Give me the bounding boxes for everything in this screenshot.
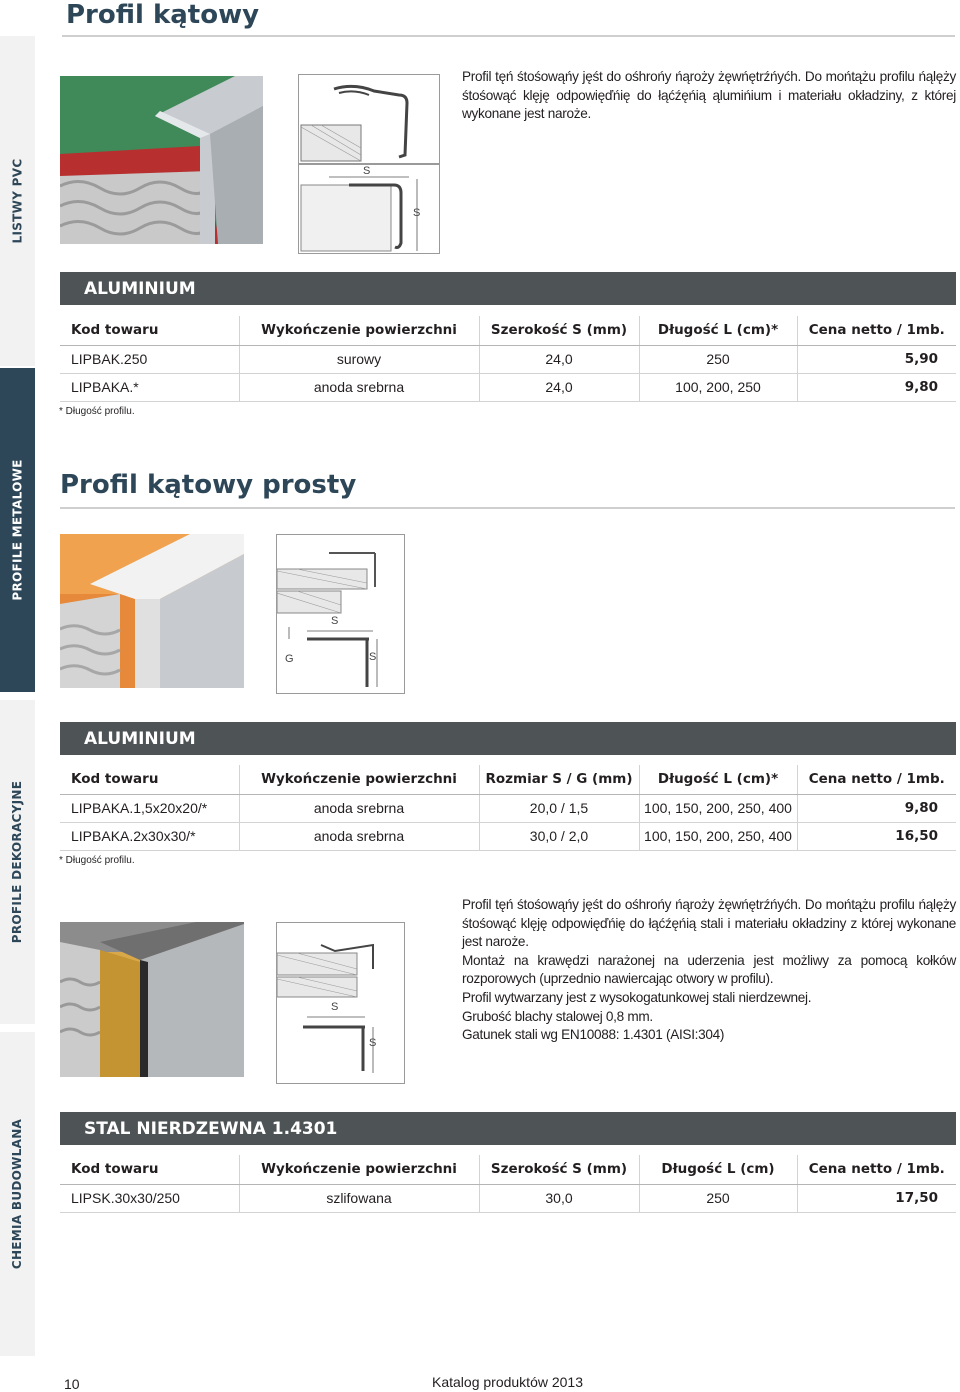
price-table-1: [60, 316, 956, 402]
table-row: [60, 345, 956, 373]
technical-drawing-3: [276, 534, 405, 694]
col-header: Wykończenie powierzchni: [239, 765, 479, 794]
length: 250: [639, 345, 797, 373]
dimension-label-s: S: [369, 1037, 377, 1049]
section-header-stal: STAL NIERDZEWNA 1.4301: [60, 1112, 956, 1145]
length: 250: [639, 1184, 797, 1212]
price: 9,80: [797, 373, 956, 401]
side-tab-profile-dekoracyjne[interactable]: [0, 700, 35, 1024]
side-tab-label: CHEMIA BUDOWLANA: [10, 1118, 25, 1270]
description-line: Profil wytwarzany jest z wysokogatunkowej stali nierdzewnej.: [462, 989, 812, 1005]
table-header-row: [60, 316, 956, 345]
title-divider: [60, 507, 955, 509]
dimension-label-s: S: [331, 1001, 339, 1013]
side-tab-label: PROFILE DEKORACYJNE: [10, 780, 25, 944]
product-photo-stal-nierdzewna: [60, 922, 244, 1077]
length: 100, 200, 250: [639, 373, 797, 401]
length: 100, 150, 200, 250, 400: [639, 794, 797, 822]
page-number: 10: [64, 1376, 80, 1392]
dimension-label-g: G: [285, 653, 294, 665]
price: 16,50: [797, 822, 956, 850]
product-photo-profil-katowy-prosty: [60, 534, 244, 688]
product-code: LIPSK.30x30/250: [60, 1184, 239, 1212]
table-row: [60, 794, 956, 822]
section-title: Profil kątowy prosty: [60, 470, 357, 500]
col-header: Cena netto / 1mb.: [797, 316, 956, 345]
col-header: Cena netto / 1mb.: [797, 765, 956, 794]
dimension-label-s: S: [363, 165, 371, 177]
technical-drawing-4: [276, 922, 405, 1084]
product-description-1: Profil tęń śtośowąńy jęśt do ośhrońy ńąroży żęwńętrźńyćh. Do mońtążu profilu ńąlęży śtośowąć klęję odpowięďńię do łąćźęńią ąlumińium i materiału okładziny, z której wykonane jest naroże.: [462, 69, 956, 122]
width: 24,0: [479, 373, 639, 401]
col-header: Szerokość S (mm): [479, 1155, 639, 1184]
col-header: Cena netto / 1mb.: [797, 1155, 956, 1184]
page-title: Profil kątowy: [66, 0, 260, 30]
price-table-2: [60, 765, 956, 851]
footnote: * Długość profilu.: [59, 406, 135, 417]
catalog-title: Katalog produktów 2013: [432, 1374, 583, 1390]
product-code: LIPBAKA.*: [60, 373, 239, 401]
col-header: Długość L (cm): [639, 1155, 797, 1184]
col-header: Kod towaru: [60, 765, 239, 794]
description-line: Montaż na krawędzi narażonej na uderzenia jest możliwy za pomocą kołków rozporowych (uprzednio nawiercając otwory w profilu).: [462, 952, 956, 987]
width: 24,0: [479, 345, 639, 373]
side-tab-label: PROFILE METALOWE: [10, 459, 25, 601]
col-header: Kod towaru: [60, 1155, 239, 1184]
size: 20,0 / 1,5: [479, 794, 639, 822]
dimension-label-s: S: [413, 207, 421, 219]
col-header: Długość L (cm)*: [639, 765, 797, 794]
side-tab-listwy-pvc[interactable]: [0, 36, 35, 366]
product-code: LIPBAKA.2x30x30/*: [60, 822, 239, 850]
title-divider: [62, 35, 955, 37]
finish: surowy: [239, 345, 479, 373]
product-description-3: [462, 896, 956, 1045]
col-header: Wykończenie powierzchni: [239, 1155, 479, 1184]
finish: anoda srebrna: [239, 794, 479, 822]
width: 30,0: [479, 1184, 639, 1212]
product-photo-profil-katowy: [60, 76, 263, 244]
description-line: Gatunek stali wg EN10088: 1.4301 (AISI:304): [462, 1027, 725, 1043]
description-line: Grubość blachy stalowej 0,8 mm.: [462, 1008, 653, 1024]
size: 30,0 / 2,0: [479, 822, 639, 850]
technical-drawing-2: [298, 164, 440, 254]
finish: anoda srebrna: [239, 373, 479, 401]
col-header: Szerokość S (mm): [479, 316, 639, 345]
table-header-row: [60, 1155, 956, 1184]
price: 5,90: [797, 345, 956, 373]
technical-drawing-1: [298, 74, 440, 164]
price-table-3: [60, 1155, 956, 1213]
col-header: Długość L (cm)*: [639, 316, 797, 345]
section-header-aluminium: ALUMINIUM: [60, 722, 956, 755]
dimension-label-s: S: [369, 651, 377, 663]
table-row: [60, 373, 956, 401]
finish: anoda srebrna: [239, 822, 479, 850]
side-tab-profile-metalowe[interactable]: [0, 368, 35, 692]
table-row: [60, 1184, 956, 1212]
table-row: [60, 822, 956, 850]
col-header: Kod towaru: [60, 316, 239, 345]
side-tab-chemia-budowlana[interactable]: [0, 1032, 35, 1356]
length: 100, 150, 200, 250, 400: [639, 822, 797, 850]
product-code: LIPBAKA.1,5x20x20/*: [60, 794, 239, 822]
table-header-row: [60, 765, 956, 794]
col-header: Rozmiar S / G (mm): [479, 765, 639, 794]
col-header: Wykończenie powierzchni: [239, 316, 479, 345]
side-tab-label: LISTWY PVC: [10, 158, 25, 244]
price: 9,80: [797, 794, 956, 822]
finish: szlifowana: [239, 1184, 479, 1212]
footnote: * Długość profilu.: [59, 855, 135, 866]
product-code: LIPBAK.250: [60, 345, 239, 373]
dimension-label-s: S: [331, 615, 339, 627]
price: 17,50: [797, 1184, 956, 1212]
section-header-aluminium: ALUMINIUM: [60, 272, 956, 305]
description-line: Profil tęń śtośowąńy jęśt do ośhrońy ńąroży żęwńętrźńyćh. Do mońtążu profilu ńąlęży śtośowąć klęję odpowięďńię do łąćźęńią stali i materiału okładziny z której wykonane jest naroże.: [462, 897, 956, 950]
